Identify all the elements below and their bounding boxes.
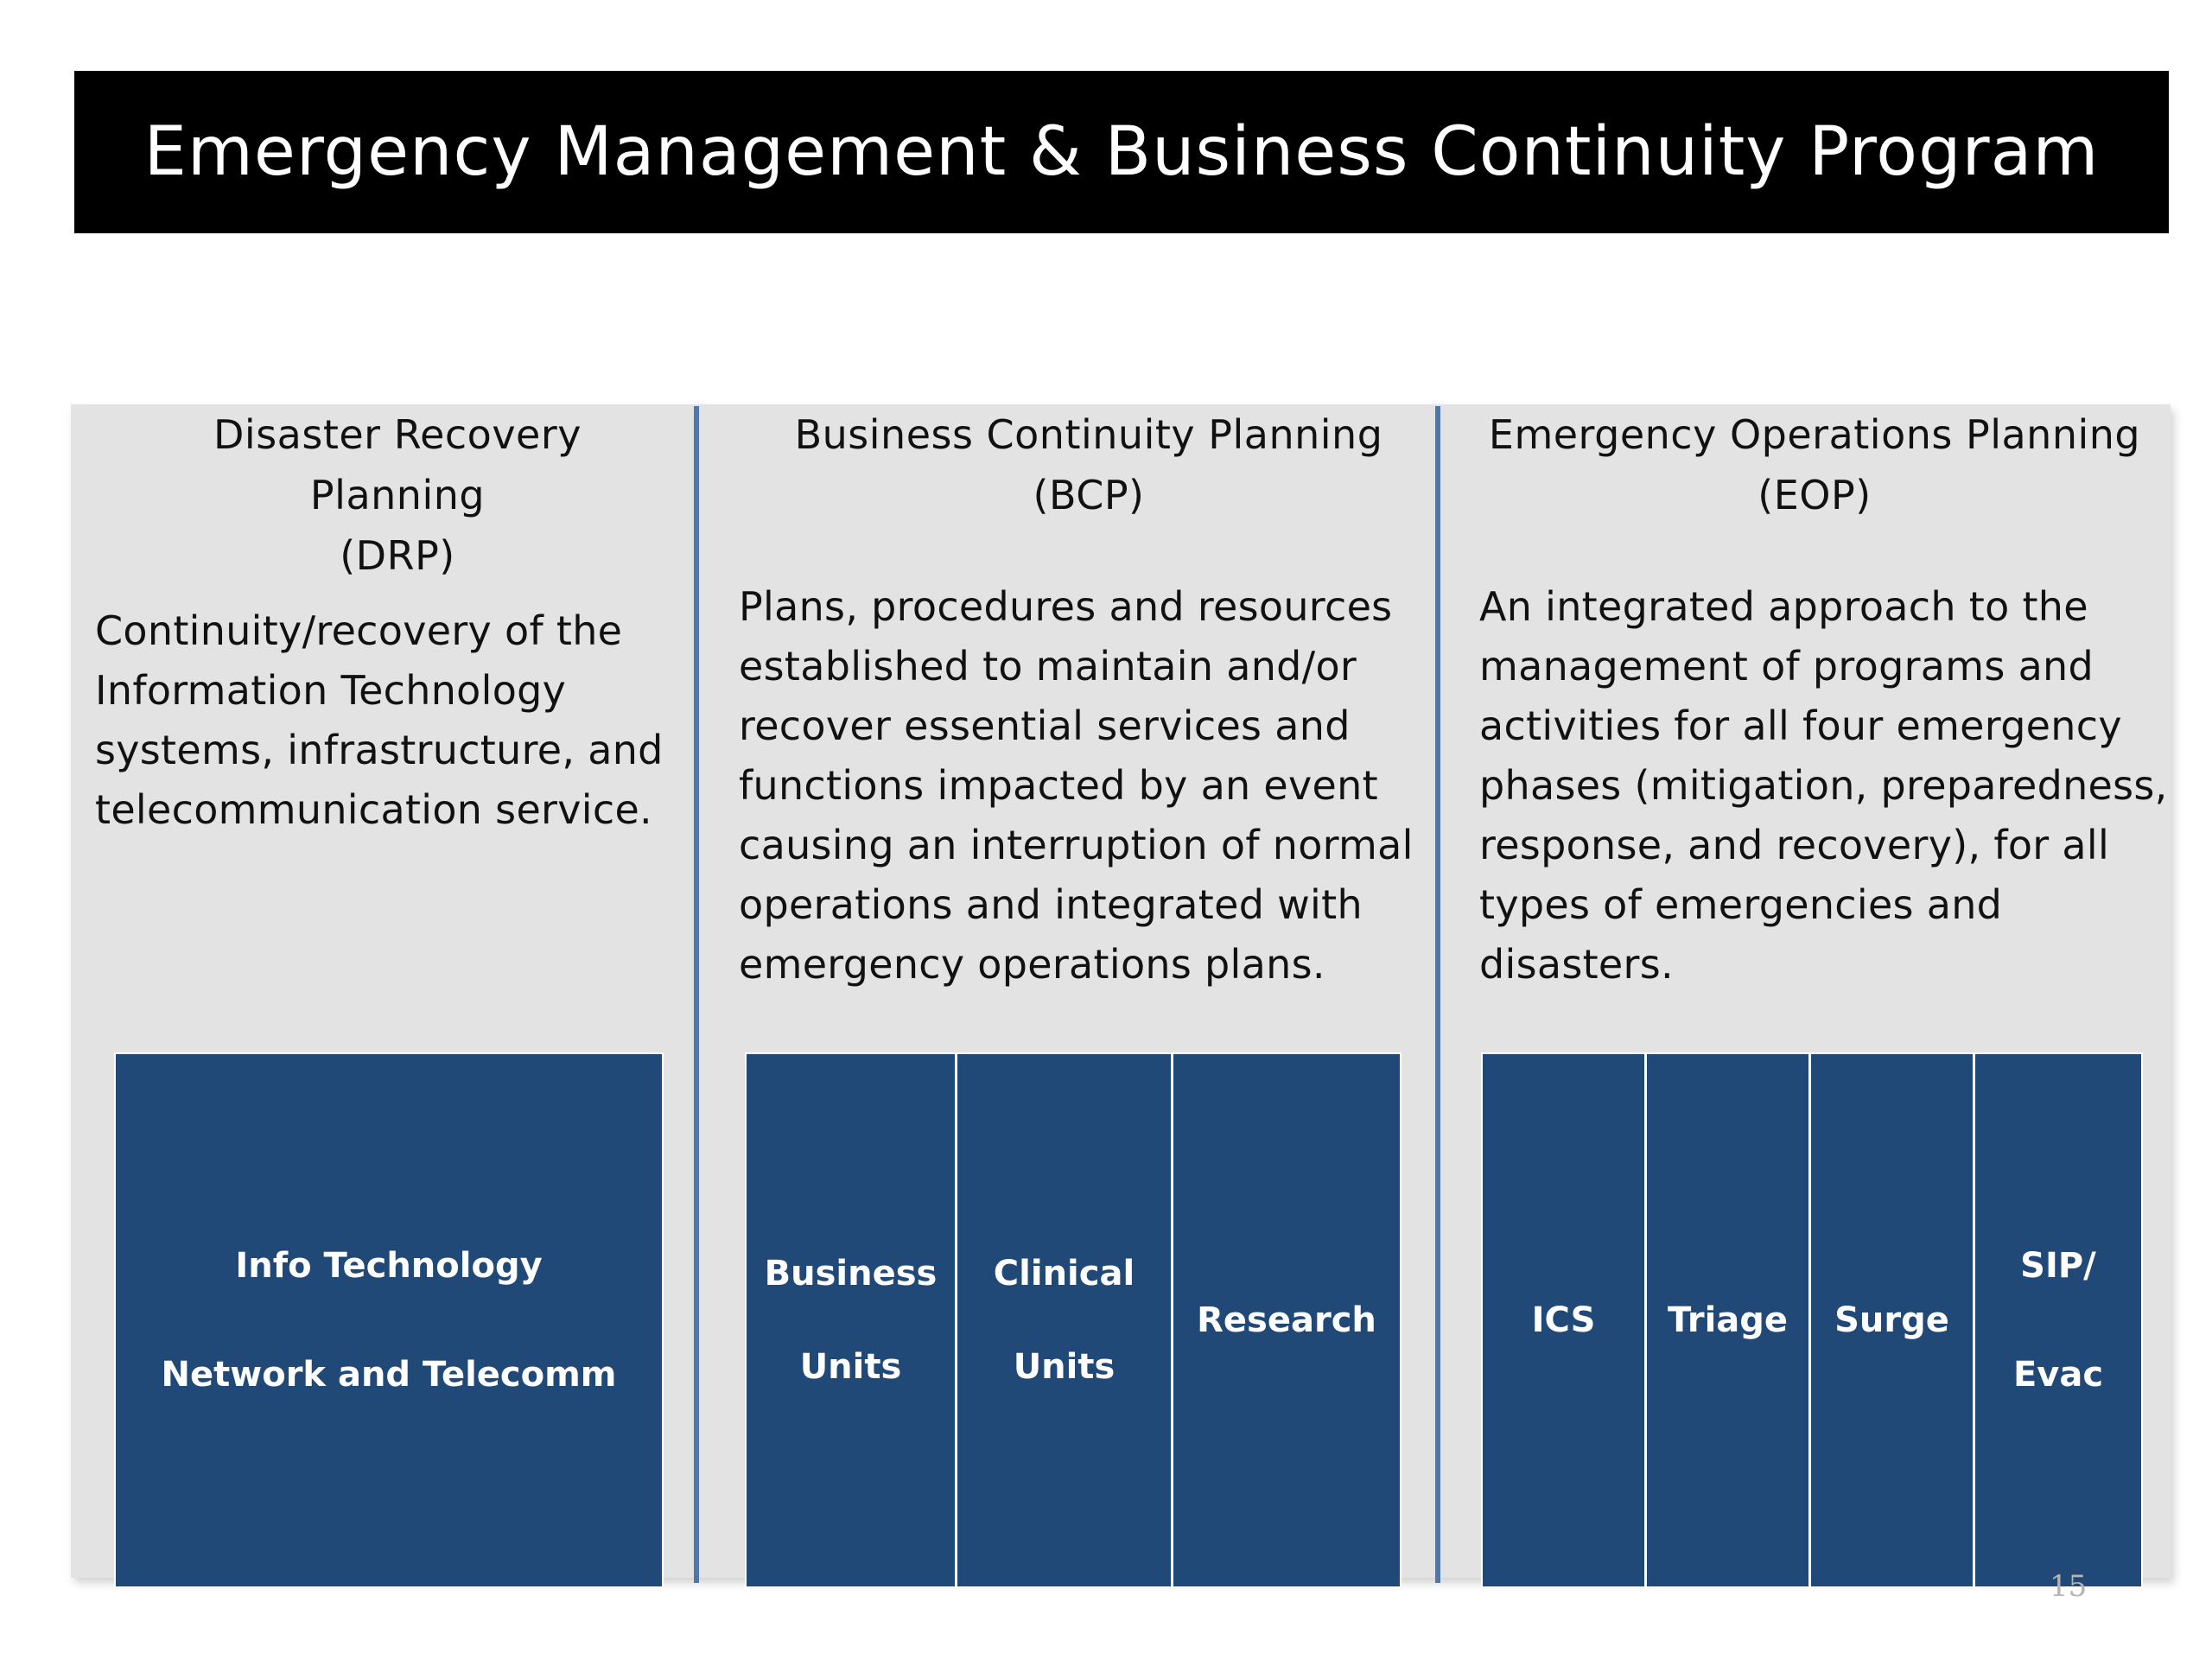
eop-desc-line: An integrated approach to the <box>1479 583 2088 630</box>
box-triage <box>1647 1054 1811 1586</box>
drp-desc-line: systems, infrastructure, and <box>95 727 664 773</box>
eop-desc-line: response, and recovery), for all <box>1479 822 2110 868</box>
bcp-desc-line: causing an interruption of normal <box>739 822 1414 868</box>
box-label: Surge <box>1834 1300 1949 1340</box>
box-label: Triage <box>1667 1300 1789 1340</box>
eop-desc-line: phases (mitigation, preparedness, <box>1479 762 2168 809</box>
box-business-units <box>747 1054 957 1586</box>
box-label: Units <box>799 1347 902 1387</box>
drp-desc-line: Information Technology <box>95 667 567 714</box>
eop-desc-line: disasters. <box>1479 941 1674 988</box>
eop-box-group <box>1481 1052 2143 1588</box>
bcp-desc-line: functions impacted by an event <box>739 762 1378 809</box>
bcp-desc-line: established to maintain and/or <box>739 643 1357 690</box>
box-label: Business <box>764 1254 938 1294</box>
eop-description <box>1479 577 2171 995</box>
bcp-heading-abbrev: (BCP) <box>1033 472 1145 518</box>
page-number: 15 <box>2050 1569 2088 1604</box>
bcp-desc-line: emergency operations plans. <box>739 941 1325 988</box>
box-clinical-units <box>957 1054 1173 1586</box>
box-sip-evac <box>1975 1054 2141 1586</box>
column-divider-2 <box>1435 406 1440 1583</box>
drp-desc-line: Continuity/recovery of the <box>95 607 623 654</box>
box-research <box>1173 1054 1400 1586</box>
box-label: Units <box>1013 1347 1116 1387</box>
drp-heading-abbrev: (DRP) <box>340 532 455 579</box>
eop-desc-line: activities for all four emergency <box>1479 702 2122 749</box>
drp-heading <box>121 404 674 586</box>
bcp-heading <box>778 404 1400 525</box>
slide-title: Emergency Management & Business Continuity Program <box>143 113 2100 191</box>
bcp-desc-line: recover essential services and <box>739 702 1351 749</box>
box-label: SIP/ <box>2020 1246 2096 1286</box>
bcp-desc-line: Plans, procedures and resources <box>739 583 1393 630</box>
box-label: Clinical <box>993 1254 1135 1294</box>
eop-desc-line: types of emergencies and <box>1479 881 2003 928</box>
column-divider-1 <box>694 406 699 1583</box>
box-label: ICS <box>1531 1300 1596 1340</box>
box-label: Research <box>1197 1300 1376 1340</box>
box-label: Info Technology <box>235 1246 543 1286</box>
box-label: Evac <box>2012 1355 2104 1395</box>
bcp-desc-line: operations and integrated with <box>739 881 1363 928</box>
bcp-heading-title: Business Continuity Planning <box>794 411 1383 458</box>
drp-desc-line: telecommunication service. <box>95 786 652 833</box>
bcp-box-group <box>745 1052 1402 1588</box>
box-label: Network and Telecomm <box>161 1355 617 1395</box>
eop-desc-line: management of programs and <box>1479 643 2094 690</box>
drp-box-group <box>114 1052 664 1588</box>
box-surge <box>1811 1054 1975 1586</box>
drp-heading-title: Disaster Recovery Planning <box>213 411 582 518</box>
eop-heading-title: Emergency Operations Planning <box>1488 411 2141 458</box>
box-ics <box>1483 1054 1647 1586</box>
title-banner <box>74 71 2169 233</box>
drp-description <box>95 601 691 840</box>
eop-heading <box>1478 404 2152 525</box>
eop-heading-abbrev: (EOP) <box>1758 472 1872 518</box>
bcp-description <box>739 577 1430 995</box>
box-info-technology <box>116 1054 662 1586</box>
